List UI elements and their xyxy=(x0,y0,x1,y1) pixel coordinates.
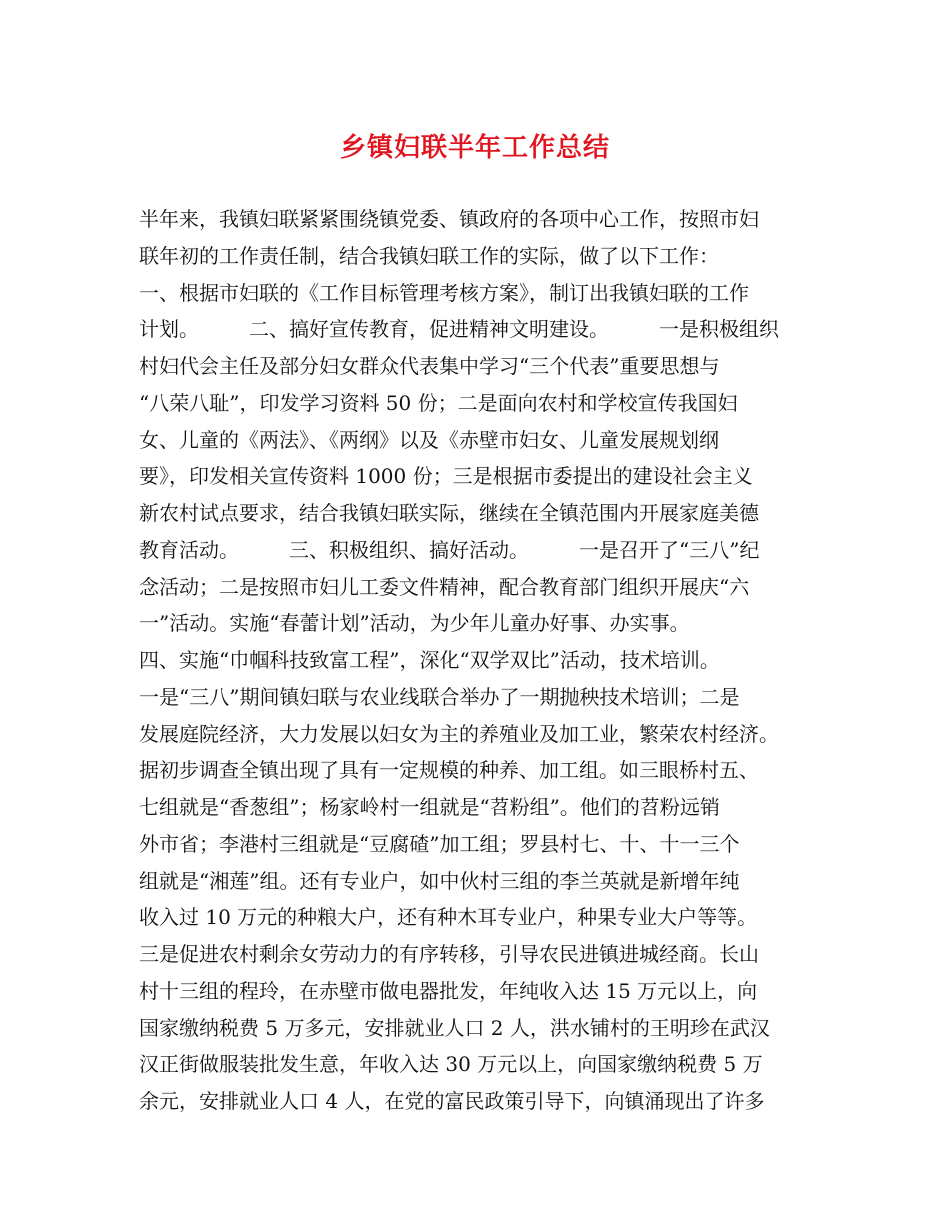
body-line: 念活动；二是按照市妇儿工委文件精神，配合教育部门组织开展庆“六 xyxy=(139,574,750,599)
body-line: 外市省；李港村三组就是“豆腐碴”加工组；罗县村七、十、十一三个 xyxy=(139,831,740,856)
body-line: 收入过 10 万元的种粮大户，还有种木耳专业户，种果专业大户等等。 xyxy=(139,905,758,930)
body-line: 联年初的工作责任制，结合我镇妇联工作的实际，做了以下工作： xyxy=(139,243,719,268)
body-line: 要》，印发相关宣传资料 1000 份；三是根据市委提出的建设社会主义 xyxy=(139,464,753,489)
body-line: 一是“三八”期间镇妇联与农业线联合举办了一期抛秧技术培训；二是 xyxy=(139,684,740,709)
body-line: 教育活动。 三、积极组织、搞好活动。 一是召开了“三八”纪 xyxy=(139,537,760,562)
body-line: 三是促进农村剩余女劳动力的有序转移，引导农民进镇进城经商。长山 xyxy=(139,942,759,966)
document-title: 乡镇妇联半年工作总结 xyxy=(339,133,610,163)
body-line: 一”活动。实施“春蕾计划”活动，为少年儿童办好事、办实事。 xyxy=(139,611,690,636)
body-line: 新农村试点要求，结合我镇妇联实际，继续在全镇范围内开展家庭美德 xyxy=(139,501,759,525)
body-line: 七组就是“香葱组”；杨家岭村一组就是“苕粉组”。他们的苕粉远销 xyxy=(139,795,720,819)
body-line: 据初步调查全镇出现了具有一定规模的种养、加工组。如三眼桥村五、 xyxy=(139,758,759,783)
body-line: 余元，安排就业人口 4 人，在党的富民政策引导下，向镇涌现出了许多 xyxy=(139,1089,765,1113)
body-line: 四、实施“巾帼科技致富工程”，深化“双学双比”活动，技术培训。 xyxy=(139,648,720,672)
body-line: 组就是“湘莲”组。还有专业户，如中伙村三组的李兰英就是新增年纯 xyxy=(139,868,740,893)
body-line: 半年来，我镇妇联紧紧围绕镇党委、镇政府的各项中心工作，按照市妇 xyxy=(139,207,759,231)
body-line: 村妇代会主任及部分妇女群众代表集中学习“三个代表”重要思想与 xyxy=(139,354,720,378)
document-body xyxy=(139,201,829,1120)
body-line: “八荣八耻”，印发学习资料 50 份；二是面向农村和学校宣传我国妇 xyxy=(139,390,738,415)
body-line: 一、根据市妇联的《工作目标管理考核方案》，制订出我镇妇联的工作 xyxy=(139,280,749,305)
body-line: 村十三组的程玲，在赤壁市做电器批发，年纯收入达 15 万元以上，向 xyxy=(139,978,758,1003)
body-line: 汉正街做服装批发生意，年收入达 30 万元以上，向国家缴纳税费 5 万 xyxy=(139,1052,763,1077)
body-line: 女、儿童的《两法》、《两纲》以及《赤壁市妇女、儿童发展规划纲 xyxy=(139,427,719,452)
body-line: 国家缴纳税费 5 万多元，安排就业人口 2 人，洪水铺村的王明珍在武汉 xyxy=(139,1015,770,1040)
body-line: 发展庭院经济，大力发展以妇女为主的养殖业及加工业，繁荣农村经济。 xyxy=(139,721,779,746)
body-line: 计划。 二、搞好宣传教育，促进精神文明建设。 一是积极组织 xyxy=(139,317,779,342)
